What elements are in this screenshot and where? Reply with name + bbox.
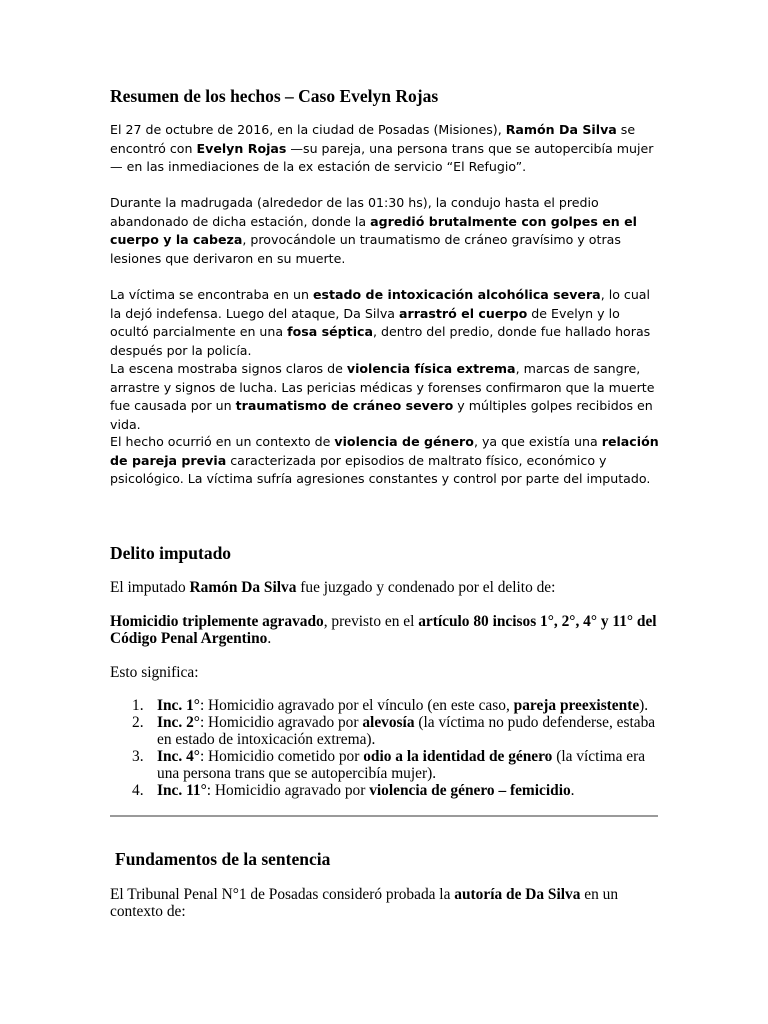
paragraph-delito-2 <box>110 613 662 647</box>
section-title-delito: Delito imputado <box>110 543 232 563</box>
text-run: La escena mostraba signos claros de <box>110 361 347 376</box>
text-run: , provocándole un traumatismo de cráneo gravísimo y otras lesiones que derivaron en su muerte. <box>110 232 621 266</box>
inciso-list-item <box>110 782 662 799</box>
text-run: (la víctima era una persona trans que se autopercibía mujer). <box>157 748 646 782</box>
text-run: El hecho ocurrió en un contexto de <box>110 434 335 449</box>
bold-text: Inc. 11° <box>157 782 207 799</box>
inciso-list-item <box>110 748 662 782</box>
bold-text: odio a la identidad de género <box>363 748 553 765</box>
list-number: 1. <box>132 697 144 714</box>
bold-text: violencia física extrema <box>346 361 516 376</box>
inciso-list-item <box>110 714 662 748</box>
bold-text: agredió brutalmente con golpes en el cuerpo y la cabeza <box>110 213 637 248</box>
text-run: —su pareja, una persona trans que se autopercibía mujer— en las inmediaciones de la ex estación de servicio “El Refugio”. <box>110 140 654 175</box>
text-run: en un contexto de: <box>110 886 619 920</box>
bold-text: autoría de Da Silva <box>454 886 581 903</box>
bold-text: violencia de género <box>334 434 474 449</box>
section-title-resumen: Resumen de los hechos – Caso Evelyn Rojas <box>110 86 439 106</box>
bold-text: fosa séptica <box>287 324 373 340</box>
bold-text: estado de intoxicación alcohólica severa <box>312 287 601 302</box>
text-run: de Evelyn y lo ocultó parcialmente en una <box>110 305 620 340</box>
bold-text: Inc. 2° <box>157 714 200 731</box>
text-run: , dentro del predio, donde fue hallado horas después por la policía. <box>110 324 651 358</box>
bold-text: Inc. 4° <box>157 748 200 765</box>
bold-text: relación de pareja previa <box>110 434 659 468</box>
bold-text: traumatismo de cráneo severo <box>235 398 454 414</box>
text-run: Durante la madrugada (alrededor de las 01:30 hs), la condujo hasta el predio abandonado de dicha estación, donde la <box>110 195 599 229</box>
text-run: Esto significa: <box>110 664 199 681</box>
text-run: se encontró con <box>110 122 636 156</box>
text-run: fue juzgado y condenado por el delito de: <box>296 579 556 596</box>
list-number: 4. <box>132 782 144 799</box>
list-number: 3. <box>132 748 144 765</box>
bold-text: violencia de género – femicidio <box>369 782 571 799</box>
bold-text: Ramón Da Silva <box>505 122 617 137</box>
text-run: La víctima se encontraba en un <box>110 287 313 302</box>
text-run: (la víctima no pudo defenderse, estaba en estado de intoxicación extrema). <box>157 714 656 748</box>
text-run: , marcas de sangre, arrastre y signos de lucha. Las pericias médicas y forenses confirmaron que la muerte fue causada por un <box>110 361 655 414</box>
paragraph-delito-3 <box>110 664 662 681</box>
horizontal-divider <box>110 815 658 817</box>
section-title-fundamentos: Fundamentos de la sentencia <box>115 849 331 869</box>
text-run: ). <box>639 697 649 714</box>
text-run: caracterizada por episodios de maltrato físico, económico y psicológico. La víctima sufría agresiones constantes y control por parte del imputado. <box>110 452 651 487</box>
bold-text: alevosía <box>362 714 415 731</box>
bold-text: Inc. 1° <box>157 697 200 714</box>
text-run: El imputado <box>110 579 190 596</box>
paragraph-resumen-4 <box>110 360 662 434</box>
bold-text: Evelyn Rojas <box>196 140 287 156</box>
bold-text: arrastró el cuerpo <box>399 305 528 321</box>
paragraph-delito-1 <box>110 579 662 596</box>
paragraph-resumen-5 <box>110 433 662 489</box>
list-number: 2. <box>132 714 144 731</box>
text-run: : Homicidio agravado por el vínculo (en este caso, <box>199 697 514 714</box>
text-run: : Homicidio cometido por <box>199 748 364 765</box>
inciso-list-item <box>110 697 662 714</box>
text-run: : Homicidio agravado por <box>206 782 370 799</box>
text-run: y múltiples golpes recibidos en vida. <box>110 398 653 432</box>
text-run: : Homicidio agravado por <box>199 714 363 731</box>
bold-text: artículo 80 incisos 1°, 2°, 4° y 11° del Código Penal Argentino <box>110 613 657 647</box>
text-run: El Tribunal Penal N°1 de Posadas consideró probada la <box>110 886 455 903</box>
paragraph-resumen-2 <box>110 194 662 268</box>
bold-text: pareja preexistente <box>513 697 640 714</box>
bold-text: Ramón Da Silva <box>189 579 297 596</box>
paragraph-fundamentos-1 <box>110 886 640 920</box>
paragraph-resumen-3 <box>110 286 662 360</box>
bold-text: Homicidio triplemente agravado <box>110 613 324 630</box>
paragraph-resumen-1 <box>110 121 662 177</box>
text-run: , ya que existía una <box>473 434 602 449</box>
text-run: . <box>570 782 575 799</box>
text-run: , lo cual la dejó indefensa. Luego del ataque, Da Silva <box>110 287 651 321</box>
incisos-list <box>110 697 662 799</box>
text-run: , previsto en el <box>323 613 419 630</box>
text-run: El 27 de octubre de 2016, en la ciudad de Posadas (Misiones), <box>110 122 506 137</box>
text-run: . <box>267 630 272 647</box>
